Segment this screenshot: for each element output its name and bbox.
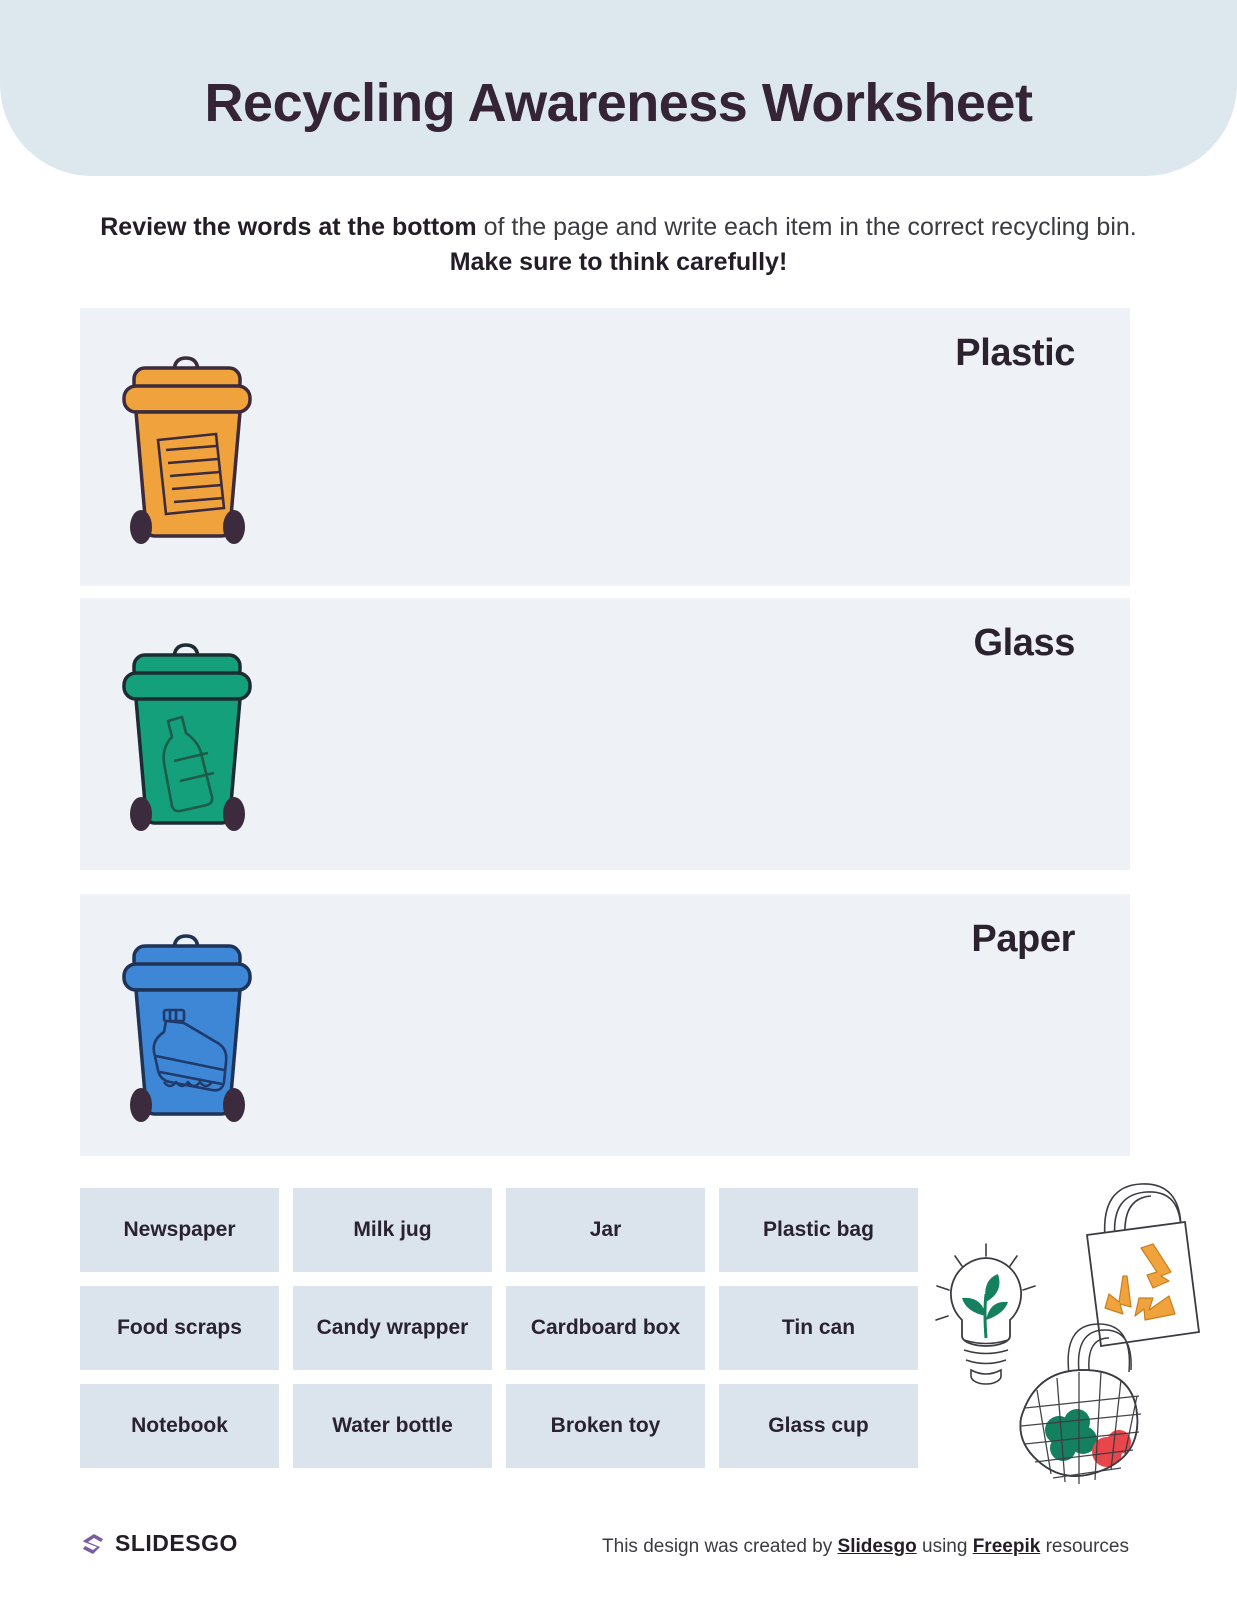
word-tile[interactable]: Food scraps: [80, 1286, 279, 1370]
credit-link-freepik[interactable]: Freepik: [972, 1536, 1041, 1557]
plastic-bottle-icon: [108, 920, 268, 1130]
bin-illustration-paper: [108, 920, 268, 1130]
word-tile[interactable]: Water bottle: [293, 1384, 492, 1468]
mesh-net-bag-icon: [1003, 1322, 1163, 1487]
instructions-bold-tail: Make sure to think carefully!: [449, 247, 788, 276]
word-tile[interactable]: Plastic bag: [719, 1188, 918, 1272]
slidesgo-logo-text: SLIDESGO: [115, 1530, 238, 1556]
footer-credit: [602, 1536, 1129, 1558]
credit-prefix: This design was created by: [602, 1536, 838, 1557]
word-tile[interactable]: Glass cup: [719, 1384, 918, 1468]
category-label-glass: Glass: [973, 622, 1075, 664]
word-tile[interactable]: Broken toy: [506, 1384, 705, 1468]
credit-suffix: resources: [1040, 1536, 1129, 1557]
instructions-text: [95, 210, 1142, 279]
word-tile[interactable]: Candy wrapper: [293, 1286, 492, 1370]
bin-panel-glass[interactable]: [80, 598, 1130, 870]
paper-lines-icon: [108, 342, 268, 552]
slidesgo-logo[interactable]: [80, 1530, 238, 1557]
bin-illustration-glass: [108, 629, 268, 839]
header-band: [0, 0, 1237, 176]
credit-middle: using: [916, 1536, 973, 1557]
page-title: Recycling Awareness Worksheet: [204, 73, 1033, 133]
word-bank: [80, 1188, 918, 1468]
instructions-bold-lead: Review the words at the bottom: [100, 213, 477, 241]
word-tile[interactable]: Cardboard box: [506, 1286, 705, 1370]
slidesgo-logo-mark: [80, 1531, 106, 1557]
word-tile[interactable]: Milk jug: [293, 1188, 492, 1272]
glass-bottle-icon: [108, 629, 268, 839]
word-tile[interactable]: Tin can: [719, 1286, 918, 1370]
word-tile[interactable]: Notebook: [80, 1384, 279, 1468]
word-tile[interactable]: Jar: [506, 1188, 705, 1272]
bin-illustration-plastic: [108, 342, 268, 552]
instructions-middle: of the page and write each item in the correct recycling bin.: [476, 213, 1137, 241]
bin-panel-plastic[interactable]: [80, 308, 1130, 586]
category-label-plastic: Plastic: [955, 332, 1075, 374]
word-tile[interactable]: Newspaper: [80, 1188, 279, 1272]
bin-panel-paper[interactable]: [80, 894, 1130, 1156]
category-label-paper: Paper: [971, 918, 1075, 960]
credit-link-slidesgo[interactable]: Slidesgo: [837, 1536, 917, 1557]
decoration-cluster: [925, 1180, 1210, 1490]
